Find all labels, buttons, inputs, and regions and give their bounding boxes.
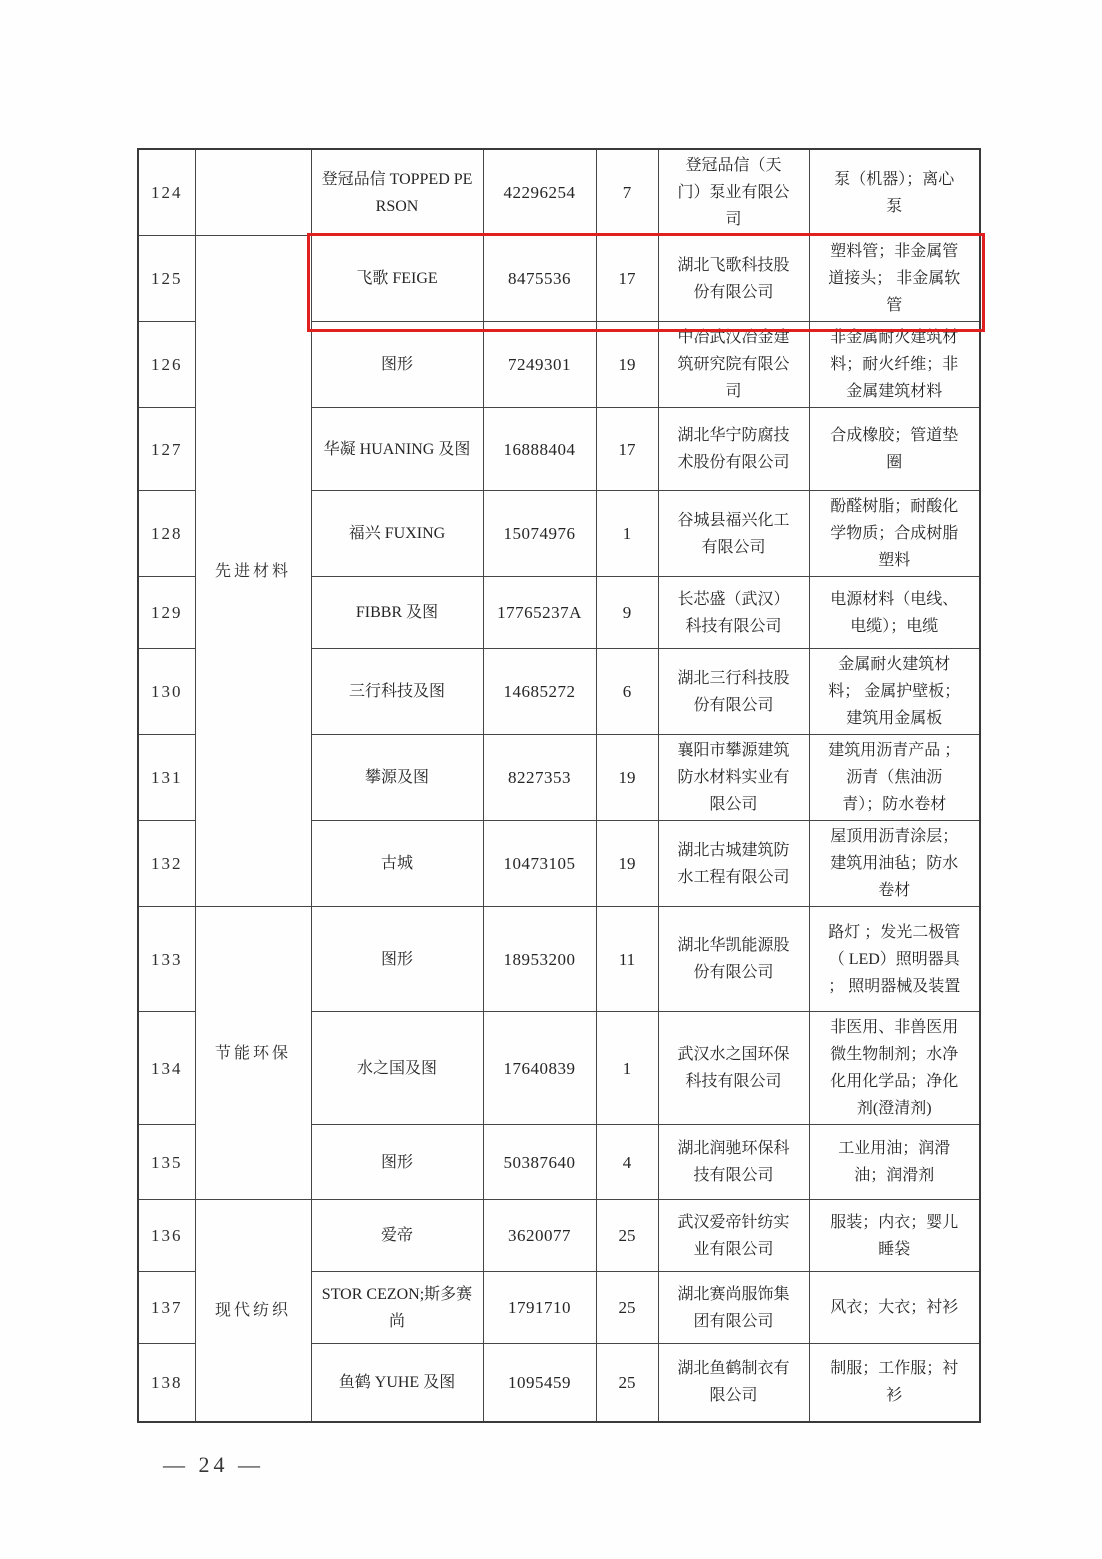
- goods-cell: 合成橡胶；管道垫圈: [809, 408, 980, 491]
- registration-number-cell: 7249301: [483, 322, 596, 408]
- registration-number-cell: 8227353: [483, 735, 596, 821]
- row-number-cell: 129: [138, 577, 195, 649]
- class-number-cell: 19: [596, 322, 658, 408]
- class-number-cell: 25: [596, 1200, 658, 1272]
- class-number-cell: 17: [596, 408, 658, 491]
- registration-number-cell: 14685272: [483, 649, 596, 735]
- row-number-cell: 135: [138, 1125, 195, 1200]
- row-number-cell: 132: [138, 821, 195, 907]
- trademark-cell: FIBBR 及图: [311, 577, 483, 649]
- company-cell: 武汉爱帝针纺实业有限公司: [658, 1200, 809, 1272]
- trademark-cell: 鱼鹤 YUHE 及图: [311, 1344, 483, 1422]
- company-cell: 湖北三行科技股份有限公司: [658, 649, 809, 735]
- registration-number-cell: 42296254: [483, 149, 596, 236]
- row-number-cell: 128: [138, 491, 195, 577]
- class-number-cell: 25: [596, 1344, 658, 1422]
- row-number-cell: 134: [138, 1012, 195, 1125]
- class-number-cell: 1: [596, 491, 658, 577]
- row-number-cell: 131: [138, 735, 195, 821]
- row-number-cell: 125: [138, 236, 195, 322]
- trademark-cell: 攀源及图: [311, 735, 483, 821]
- company-cell: 谷城县福兴化工有限公司: [658, 491, 809, 577]
- class-number-cell: 11: [596, 907, 658, 1012]
- goods-cell: 屋顶用沥青涂层；建筑用油毡；防水卷材: [809, 821, 980, 907]
- company-cell: 武汉水之国环保科技有限公司: [658, 1012, 809, 1125]
- goods-cell: 金属耐火建筑材料； 金属护壁板；建筑用金属板: [809, 649, 980, 735]
- company-cell: 湖北华宁防腐技术股份有限公司: [658, 408, 809, 491]
- company-cell: 湖北飞歌科技股份有限公司: [658, 236, 809, 322]
- goods-cell: 非金属耐火建筑材料；耐火纤维；非金属建筑材料: [809, 322, 980, 408]
- registration-number-cell: 1791710: [483, 1272, 596, 1344]
- registration-number-cell: 15074976: [483, 491, 596, 577]
- trademark-cell: 水之国及图: [311, 1012, 483, 1125]
- company-cell: 长芯盛（武汉）科技有限公司: [658, 577, 809, 649]
- trademark-cell: 图形: [311, 907, 483, 1012]
- registration-number-cell: 17765237A: [483, 577, 596, 649]
- table-row: [138, 907, 980, 1012]
- goods-cell: 风衣；大衣；衬衫: [809, 1272, 980, 1344]
- goods-cell: 电源材料（电线、电缆）；电缆: [809, 577, 980, 649]
- goods-cell: 路灯 ；发光二极管（ LED）照明器具 ； 照明器械及装置: [809, 907, 980, 1012]
- row-number-cell: 136: [138, 1200, 195, 1272]
- registration-number-cell: 18953200: [483, 907, 596, 1012]
- company-cell: 湖北赛尚服饰集团有限公司: [658, 1272, 809, 1344]
- row-number-cell: 126: [138, 322, 195, 408]
- goods-cell: 制服；工作服；衬衫: [809, 1344, 980, 1422]
- category-cell: 现代纺织: [195, 1200, 311, 1422]
- trademark-cell: 三行科技及图: [311, 649, 483, 735]
- class-number-cell: 17: [596, 236, 658, 322]
- trademark-cell: 福兴 FUXING: [311, 491, 483, 577]
- row-number-cell: 124: [138, 149, 195, 236]
- trademark-cell: 图形: [311, 322, 483, 408]
- company-cell: 湖北华凯能源股份有限公司: [658, 907, 809, 1012]
- category-cell: 节能环保: [195, 907, 311, 1200]
- class-number-cell: 19: [596, 735, 658, 821]
- row-number-cell: 127: [138, 408, 195, 491]
- table-row: [138, 1200, 980, 1272]
- trademark-cell: 华凝 HUANING 及图: [311, 408, 483, 491]
- row-number-cell: 138: [138, 1344, 195, 1422]
- goods-cell: 酚醛树脂；耐酸化学物质；合成树脂塑料: [809, 491, 980, 577]
- class-number-cell: 4: [596, 1125, 658, 1200]
- class-number-cell: 7: [596, 149, 658, 236]
- trademark-table: [137, 148, 981, 1423]
- trademark-cell: 登冠品信 TOPPED PERSON: [311, 149, 483, 236]
- company-cell: 襄阳市攀源建筑防水材料实业有限公司: [658, 735, 809, 821]
- trademark-cell: STOR CEZON;斯多赛尚: [311, 1272, 483, 1344]
- company-cell: 湖北古城建筑防水工程有限公司: [658, 821, 809, 907]
- registration-number-cell: 50387640: [483, 1125, 596, 1200]
- class-number-cell: 9: [596, 577, 658, 649]
- table-row: [138, 236, 980, 322]
- registration-number-cell: 16888404: [483, 408, 596, 491]
- trademark-cell: 图形: [311, 1125, 483, 1200]
- page-number: — 24 —: [163, 1452, 264, 1477]
- class-number-cell: 6: [596, 649, 658, 735]
- company-cell: 中冶武汉冶金建筑研究院有限公司: [658, 322, 809, 408]
- company-cell: 登冠品信（天门）泵业有限公司: [658, 149, 809, 236]
- row-number-cell: 133: [138, 907, 195, 1012]
- goods-cell: 塑料管；非金属管道接头； 非金属软管: [809, 236, 980, 322]
- goods-cell: 泵（机器）；离心泵: [809, 149, 980, 236]
- trademark-cell: 爱帝: [311, 1200, 483, 1272]
- row-number-cell: 137: [138, 1272, 195, 1344]
- table-row: [138, 149, 980, 236]
- goods-cell: 服装；内衣；婴儿睡袋: [809, 1200, 980, 1272]
- registration-number-cell: 3620077: [483, 1200, 596, 1272]
- company-cell: 湖北鱼鹤制衣有限公司: [658, 1344, 809, 1422]
- category-cell: 先进材料: [195, 236, 311, 907]
- trademark-cell: 飞歌 FEIGE: [311, 236, 483, 322]
- goods-cell: 工业用油；润滑油；润滑剂: [809, 1125, 980, 1200]
- trademark-cell: 古城: [311, 821, 483, 907]
- registration-number-cell: 1095459: [483, 1344, 596, 1422]
- registration-number-cell: 10473105: [483, 821, 596, 907]
- category-cell: [195, 149, 311, 236]
- class-number-cell: 25: [596, 1272, 658, 1344]
- goods-cell: 建筑用沥青产品 ；沥青（焦油沥青）；防水卷材: [809, 735, 980, 821]
- registration-number-cell: 17640839: [483, 1012, 596, 1125]
- class-number-cell: 1: [596, 1012, 658, 1125]
- row-number-cell: 130: [138, 649, 195, 735]
- registration-number-cell: 8475536: [483, 236, 596, 322]
- company-cell: 湖北润驰环保科技有限公司: [658, 1125, 809, 1200]
- class-number-cell: 19: [596, 821, 658, 907]
- goods-cell: 非医用、非兽医用微生物制剂；水净化用化学品；净化剂(澄清剂): [809, 1012, 980, 1125]
